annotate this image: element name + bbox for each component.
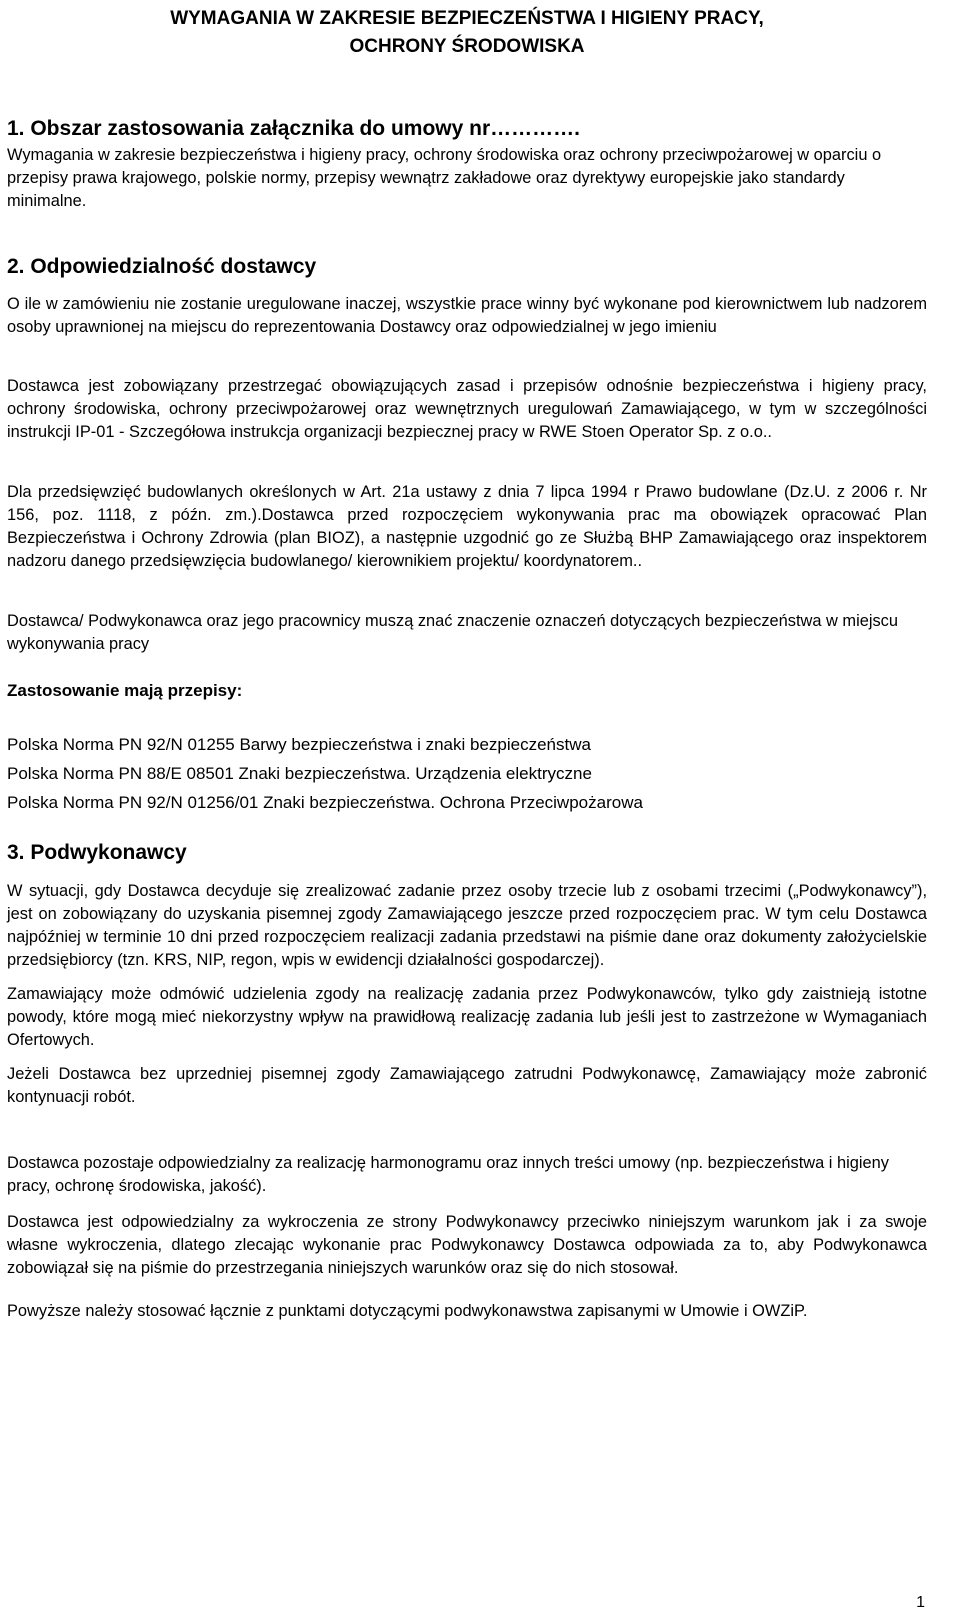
section-2-paragraph-4: Dostawca/ Podwykonawca oraz jego pracownicy muszą znać znaczenie oznaczeń dotyczących bezpieczeństwa w miejscu wykonywania pracy (7, 612, 898, 653)
section-3-paragraph-3: Jeżeli Dostawca bez uprzedniej pisemnej zgody Zamawiającego zatrudni Podwykonawcę, Zamawiający może zabronić kontynuacji robót. (7, 1065, 927, 1106)
section-2-heading: 2. Odpowiedzialność dostawcy (7, 255, 317, 278)
section-1-paragraph: Wymagania w zakresie bezpieczeństwa i higieny pracy, ochrony środowiska oraz ochrony przeciwpożarowej w oparciu o przepisy prawa krajowego, polskie normy, przepisy wewnątrz zakładowe oraz dyrektywy europejskie jako standardy minimalne. (7, 146, 882, 210)
section-3-paragraph-5: Dostawca jest odpowiedzialny za wykroczenia ze strony Podwykonawcy przeciwko niniejszym warunkom jak i za swoje własne wykroczenia, dlatego zlecając wykonanie prac Podwykonawcy Dostawca odpowiada za to, aby Podwykonawca zobowiązał się na piśmie do przestrzegania niniejszych warunków oraz się do nich stosował. (7, 1213, 927, 1277)
section-3-paragraph-1: W sytuacji, gdy Dostawca decyduje się zrealizować zadanie przez osoby trzecie lub z osobami trzecimi („Podwykonawcy”), jest on zobowiązany do uzyskania pisemnej zgody Zamawiającego jeszcze przed rozpoczęciem prac. W tym celu Dostawca najpóźniej w terminie 10 dni przed rozpoczęciem realizacji zadania przedstawi na piśmie dane oraz dokumenty założycielskie przedsiębiorcy (tzn. KRS, NIP, regon, wpis w ewidencji działalności gospodarczej). (7, 882, 927, 969)
section-3-paragraph-6: Powyższe należy stosować łącznie z punktami dotyczącymi podwykonawstwa zapisanymi w Umowie i OWZiP. (7, 1302, 808, 1320)
section-2-paragraph-1: O ile w zamówieniu nie zostanie uregulowane inaczej, wszystkie prace winny być wykonane pod kierownictwem lub nadzorem osoby uprawnionej na miejscu do reprezentowania Dostawcy oraz odpowiedzialnej w jego imieniu (7, 295, 927, 336)
section-2-paragraph-2: Dostawca jest zobowiązany przestrzegać obowiązujących zasad i przepisów odnośnie bezpieczeństwa i higieny pracy, ochrony środowiska, ochrony przeciwpożarowej oraz wewnętrznych uregulowań Zamawiającego, w tym w szczególności instrukcji IP-01 - Szczegółowa instrukcja organizacji bezpiecznej pracy w RWE Stoen Operator Sp. z o.o.. (7, 377, 927, 441)
norm-item: Polska Norma PN 88/E 08501 Znaki bezpieczeństwa. Urządzenia elektryczne (7, 764, 592, 783)
document-title (7, 5, 927, 61)
page-number: 1 (916, 1594, 925, 1611)
title-line-1: WYMAGANIA W ZAKRESIE BEZPIECZEŃSTWA I HIGIENY PRACY, (170, 8, 764, 29)
section-3-heading: 3. Podwykonawcy (7, 841, 187, 864)
section-1-heading: 1. Obszar zastosowania załącznika do umowy nr…………. (7, 117, 580, 140)
title-line-2: OCHRONY ŚRODOWISKA (349, 36, 585, 57)
norm-item: Polska Norma PN 92/N 01256/01 Znaki bezpieczeństwa. Ochrona Przeciwpożarowa (7, 793, 643, 812)
regulations-heading: Zastosowanie mają przepisy: (7, 681, 243, 700)
norm-item: Polska Norma PN 92/N 01255 Barwy bezpieczeństwa i znaki bezpieczeństwa (7, 735, 591, 754)
section-3-paragraph-2: Zamawiający może odmówić udzielenia zgody na realizację zadania przez Podwykonawców, tylko gdy zaistnieją istotne powody, które mogą mieć niekorzystny wpływ na prawidłową realizację zadania lub jeśli jest to zastrzeżone w Wymaganiach Ofertowych. (7, 985, 927, 1049)
section-2-paragraph-3: Dla przedsięwzięć budowlanych określonych w Art. 21a ustawy z dnia 7 lipca 1994 r Prawo budowlane (Dz.U. z 2006 r. Nr 156, poz. 1118, z późn. zm.).Dostawca przed rozpoczęciem wykonywania prac ma obowiązek opracować Plan Bezpieczeństwa i Ochrony Zdrowia (plan BIOZ), a następnie uzgodnić go ze Służbą BHP Zamawiającego oraz inspektorem nadzoru danego przedsięwzięcia budowlanego/ kierownikiem projektu/ koordynatorem.. (7, 483, 927, 570)
section-3-paragraph-4: Dostawca pozostaje odpowiedzialny za realizację harmonogramu oraz innych treści umowy (np. bezpieczeństwa i higieny pracy, ochronę środowiska, jakość). (7, 1154, 889, 1195)
document-page (7, 0, 927, 1320)
